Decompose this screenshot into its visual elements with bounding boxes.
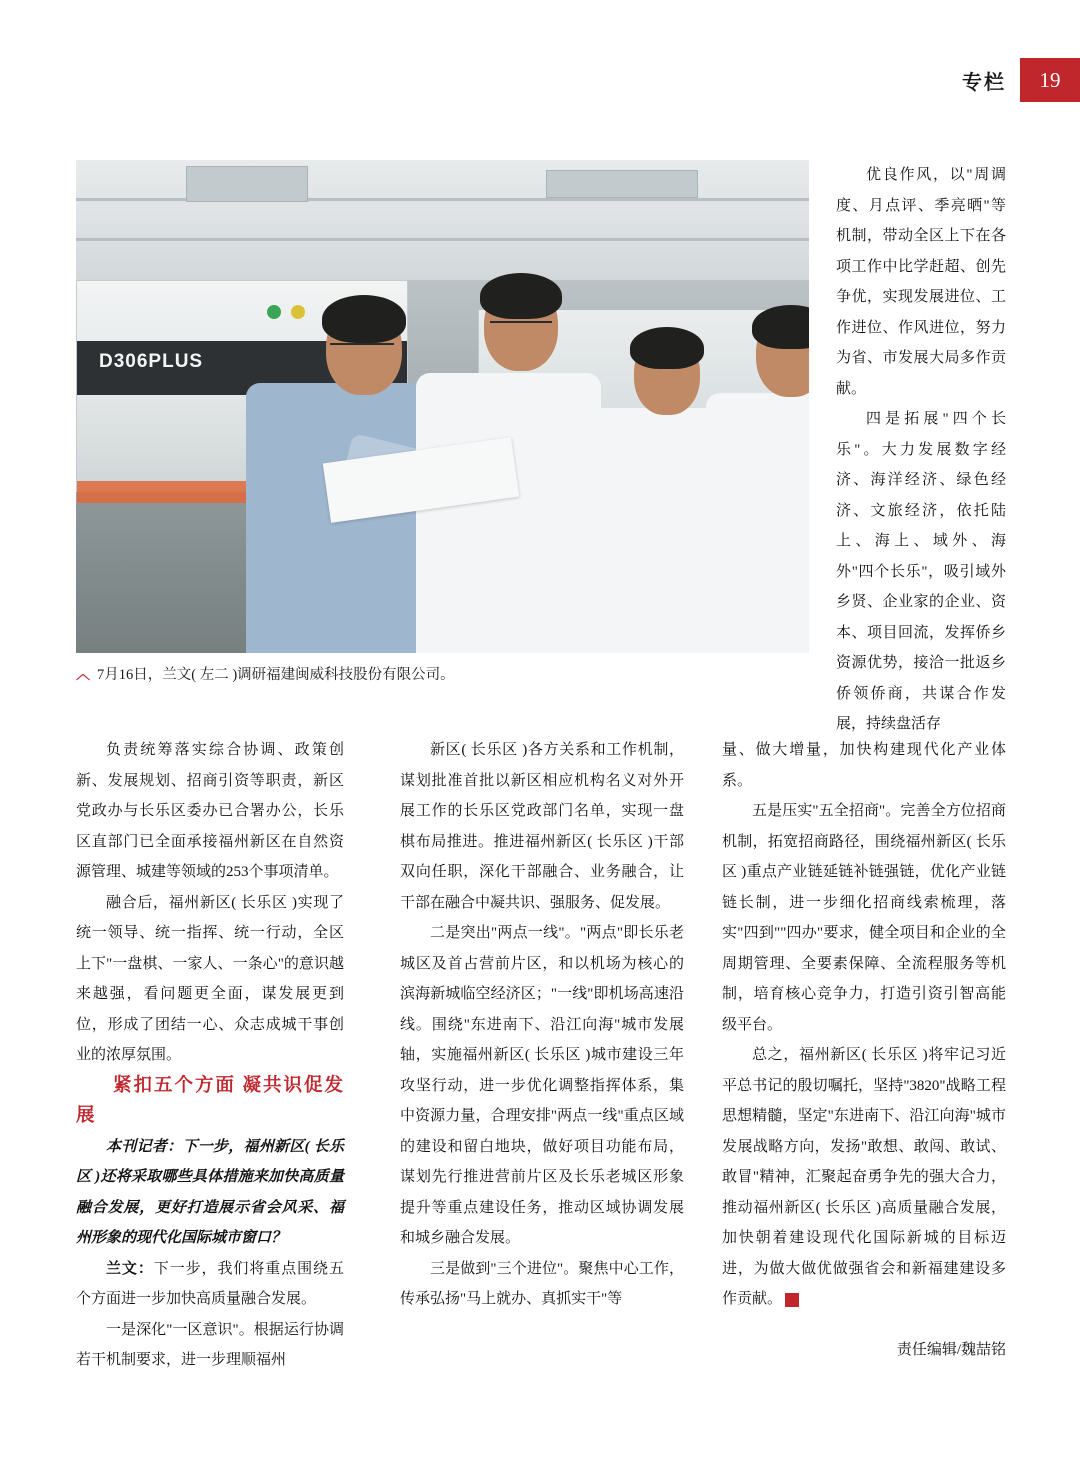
photo-duct xyxy=(186,166,308,202)
section-title: 紧扣五个方面 凝共识促发展 xyxy=(76,1075,344,1126)
photo-duct xyxy=(546,170,698,198)
page-header xyxy=(820,58,1080,102)
paragraph: 负责统筹落实综合协调、政策创新、发展规划、招商引资等职责，新区党政办与长乐区委办已合署办公，长乐区直部门已全面承接福州新区在自然资源管理、城建等领域的253个事项清单。 xyxy=(76,742,344,880)
photo-person-hair xyxy=(630,327,704,369)
end-mark-icon: H xyxy=(785,1293,799,1307)
machine-model-label: D306PLUS xyxy=(99,351,204,372)
paragraph: 优良作风，以"周调度、月点评、季亮晒"等机制，带动全区上下在各项工作中比学赶超、创先争优，实现发展进位、工作进位、作风进位，努力为省、市发展大局多作贡献。 xyxy=(836,167,1006,397)
section-label: 专栏 xyxy=(962,71,1006,94)
photo-caption-text: 7月16日，兰文( 左二 )调研福建闽威科技股份有限公司。 xyxy=(97,667,455,683)
paragraph: 新区( 长乐区 )各方关系和工作机制，谋划批准首批以新区相应机构名义对外开展工作的长乐区党政部门名单，实现一盘棋布局推进。推进福州新区( 长乐区 )干部双向任职，深化干部融合、业务融合，让干部在融合中凝共识、强服务、促发展。 xyxy=(400,742,684,911)
paragraph xyxy=(722,1040,1006,1315)
paragraph: 五是压实"五全招商"。完善全方位招商机制，拓宽招商路径，围绕福州新区( 长乐区 )重点产业链延链补链强链，优化产业链链长制，进一步细化招商线索梳理，落实"四到""四办"要求，健全项目和企业的全周期管理、全要素保障、全流程服务等机制，培育核心竞争力，打造引资引智高能级平台。 xyxy=(722,803,1006,1033)
paragraph: 量、做大增量，加快构建现代化产业体系。 xyxy=(722,742,1006,789)
paragraph: 一是深化"一区意识"。根据运行协调若干机制要求，进一步理顺福州 xyxy=(76,1321,344,1368)
answer-text: 下一步，我们将重点围绕五个方面进一步加快高质量融合发展。 xyxy=(76,1260,344,1307)
photo-person-glasses xyxy=(330,343,394,351)
photo-block xyxy=(76,160,809,684)
question-text: 下一步，福州新区( 长乐区 )还将采取哪些具体措施来加快高质量融合发展，更好打造展示省会风采、福州形象的现代化国际城市窗口？ xyxy=(76,1138,344,1246)
column-2 xyxy=(400,735,684,1315)
question-speaker-label: 本刊记者： xyxy=(106,1138,183,1155)
column-1 xyxy=(76,735,344,1376)
responsible-editor: 责任编辑/魏喆铭 xyxy=(896,1342,1006,1358)
interview-question xyxy=(76,1132,344,1254)
column-right-top xyxy=(836,160,1006,740)
paragraph: 三是做到"三个进位"。聚焦中心工作，传承弘扬"马上就办、真抓实干"等 xyxy=(400,1260,684,1307)
answer-speaker-label: 兰文： xyxy=(106,1260,154,1277)
paragraph-text: 总之，福州新区( 长乐区 )将牢记习近平总书记的殷切嘱托，坚持"3820"战略工程思想精髓，坚定"东进南下、沿江向海"城市发展战略方向，发扬"敢想、敢闯、敢试、敢冒"精神，汇聚起奋勇争先的强大合力，推动福州新区( 长乐区 )高质量融合发展，加快朝着建设现代化国际新城的目标迈进，为做大做优做强省会和新福建建设多作贡献。 xyxy=(722,1047,1006,1307)
photo-person-shirt xyxy=(706,393,809,653)
photo-person-hair xyxy=(480,273,562,319)
photo-person-glasses xyxy=(490,321,552,329)
photo-person-hair xyxy=(322,295,406,343)
photo-person-shirt xyxy=(416,373,601,653)
caret-up-icon: ︿ xyxy=(76,667,90,683)
paragraph: 融合后，福州新区( 长乐区 )实现了统一领导、统一指挥、统一行动，全区上下"一盘棋、一家人、一条心"的意识越来越强，看问题更全面，谋发展更到位，形成了团结一心、众志成城干事创业的浓厚氛围。 xyxy=(76,894,344,1063)
page-number-badge: 19 xyxy=(1020,58,1080,102)
photo-caption xyxy=(76,663,809,684)
interview-answer xyxy=(76,1254,344,1315)
paragraph: 四是拓展"四个长乐"。大力发展数字经济、海洋经济、绿色经济、文旅经济，依托陆上、海上、域外、海外"四个长乐"，吸引域外乡贤、企业家的企业、资本、项目回流，发挥侨乡资源优势，接洽一批返乡侨领侨商，共谋合作发展，持续盘活存 xyxy=(836,411,1006,732)
photo-person-hair xyxy=(752,305,809,349)
article-photo xyxy=(76,160,809,653)
photo-ceiling-line xyxy=(76,238,809,241)
photo-person xyxy=(701,293,809,653)
paragraph: 二是突出"两点一线"。"两点"即长乐老城区及首占营前片区，和以机场为核心的滨海新城临空经济区；"一线"即机场高速沿线。围绕"东进南下、沿江向海"城市发展轴，实施福州新区( 长乐区 )城市建设三年攻坚行动，进一步优化调整指挥体系，集中资源力量，合理安排"两点一线"重点区域的建设和留白地块，做好项目功能布局，谋划先行推进营前片区及长乐老城区形象提升等重点建设任务，推动区域协调发展和城乡融合发展。 xyxy=(400,925,684,1246)
column-3 xyxy=(722,735,1006,1315)
